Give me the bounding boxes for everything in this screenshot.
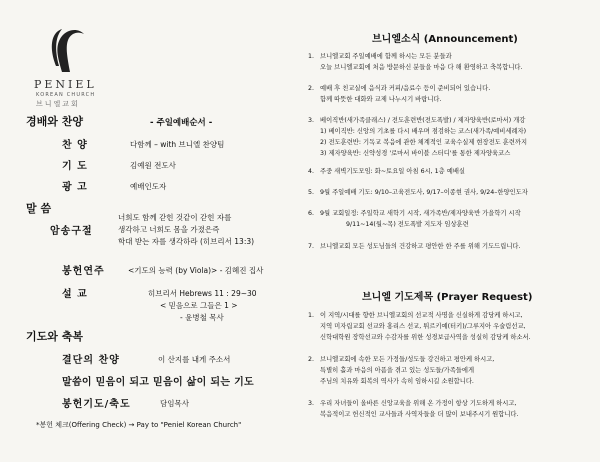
announcement-number: 7. — [308, 243, 315, 250]
announcement-line: 브니엘교회 주일예배에 함께 하시는 모든 분들과 — [320, 53, 452, 60]
row-label-prayer: 기 도 — [62, 161, 88, 172]
row-value-praise: 다함께 – with 브니엘 찬양팀 — [130, 140, 225, 149]
announcement-line: 브니엘교회 모든 성도님들의 건강하고 평안한 한 주를 위해 기도드립니다. — [320, 243, 521, 250]
section-heading-word: 말 씀 — [26, 202, 52, 215]
sermon-scripture: 히브리서 Hebrews 11 : 29~30 — [148, 289, 257, 298]
announcement-line: 9월 주일예배 기도: 9/10–고육전도사, 9/17–이종현 권사, 9/24–한양인도자 — [320, 189, 528, 196]
announcement-number: 1. — [308, 53, 315, 60]
announcement-number: 2. — [308, 85, 315, 92]
sermon-preacher: - 윤병철 목사 — [180, 313, 224, 322]
recitation-line-1: 너희도 함께 갇힌 것같이 갇힌 자를 — [118, 213, 232, 222]
announcements-title: 브니엘소식 (Announcement) — [372, 34, 518, 45]
announcement-number: 6. — [308, 210, 315, 217]
announcement-line: 1) 베이직반: 신앙의 기초를 다시 배우며 점검하는 코스(새가족/예비세례자) — [320, 128, 527, 135]
row-value-announcements: 예배인도자 — [130, 182, 167, 191]
announcement-line: 예배 후 친교실에 음식과 커피/음료수 등이 준비되어 있습니다. — [320, 85, 491, 92]
sermon-label: 설 교 — [62, 289, 88, 300]
sermon-title: < 믿음으로 그들은 1 > — [160, 301, 238, 310]
announcement-line: 3) 제자양육반: 신약성경 '로마서 바이블 스터디'를 통한 제자양육코스 — [320, 150, 511, 157]
prayer-requests-title: 브니엘 기도제목 (Prayer Request) — [362, 292, 533, 303]
prayer-request-line: 특별히 홀과 마음의 아픔을 겪고 있는 성도들/가족들에게 — [320, 367, 475, 374]
recitation-line-3: 학대 받는 자를 생각하라 (히브리서 13:3) — [118, 237, 255, 246]
row-label-praise: 찬 양 — [62, 140, 88, 151]
order-of-service-title: - 주일예배순서 - — [150, 118, 213, 128]
logo-subtitle-ko: 브니엘교회 — [36, 100, 80, 108]
peniel-logo-icon — [32, 22, 88, 74]
offering-check-note: *봉헌 체크(Offering Check) → Pay to "Peniel Korean Church" — [36, 421, 242, 429]
benediction-value: 담임목사 — [160, 399, 189, 408]
prayer-request-number: 2. — [308, 356, 315, 363]
announcement-line: 9/11~14(월~목) 전도폭발 지도자 임상훈련 — [346, 221, 469, 228]
prayer-request-line: 주님의 치유와 회복의 역사가 속히 임하시길 소원합니다. — [320, 378, 474, 385]
announcement-line: 2) 전도훈련반: 기독교 복음에 관한 체계적인 교육수실제 현장전도 훈련까지 — [320, 139, 528, 146]
benediction-label: 봉헌기도/축도 — [62, 399, 131, 410]
response-song-value: 이 산지를 내게 주소서 — [158, 355, 231, 364]
response-song-label: 결단의 찬양 — [62, 355, 120, 366]
offering-song-value: <기도의 능력 (by Viola)> - 김혜진 집사 — [128, 266, 264, 275]
logo-wordmark: PENIEL — [34, 78, 97, 91]
logo-subtitle-en: KOREAN CHURCH — [36, 92, 96, 98]
prayer-request-line: 지역 미자립교회 선교와 홍리스 선교, 튀르키예(터키)/그루지아 우술림선교, — [320, 323, 526, 330]
prayer-request-line: 브니엘교회에 속한 모든 가정들/성도들 강건하고 평안케 하시고, — [320, 356, 495, 363]
announcement-line: 9월 교회일정: 주일학교 새학기 시작, 새가족반/제자양육반 가을학기 시작 — [320, 210, 521, 217]
section-heading-prayer-blessing: 기도와 축복 — [26, 330, 83, 343]
prayer-line: 말씀이 믿음이 되고 믿음이 삶이 되는 기도 — [62, 377, 255, 388]
announcements-column — [300, 0, 600, 462]
prayer-request-line: 복음적이고 헌신적인 교사들과 사역자들을 더 많이 보내주시기 원합니다. — [320, 411, 519, 418]
recitation-label: 암송구절 — [50, 226, 93, 237]
row-value-prayer: 김예원 전도사 — [130, 161, 176, 170]
announcement-number: 3. — [308, 117, 315, 124]
prayer-request-number: 3. — [308, 400, 315, 407]
row-label-announcements: 광 고 — [62, 182, 88, 193]
offering-song-label: 봉헌연주 — [62, 266, 105, 277]
prayer-request-line: 우리 자녀들이 올바른 신앙교육을 위해 온 가정이 항상 기도하게 하시고, — [320, 400, 517, 407]
prayer-request-line: 신학대학원 장학선교와 수감자를 위한 성경보급사역을 성실히 감당케 하소서. — [320, 334, 531, 341]
announcement-line: 주중 새벽기도모임: 화~토요일 아침 6시, 1층 예배실 — [320, 168, 465, 175]
prayer-request-line: 이 지역/시대를 향한 브니엘교회의 선교적 사명을 신실하게 감당케 하시고, — [320, 312, 523, 319]
section-heading-worship: 경배와 찬양 — [26, 115, 83, 128]
announcement-line: 함께 따뜻한 대화와 교제 나누시기 바랍니다. — [320, 96, 442, 103]
announcement-line: 베이직반(새가족클래스) / 전도훈련반(전도폭발) / 제자양육반(로마서) 개강 — [320, 117, 526, 124]
prayer-request-number: 1. — [308, 312, 315, 319]
announcement-number: 4. — [308, 168, 315, 175]
announcement-line: 오늘 브니엘교회에 처음 방문하신 분들을 마음 다 해 환영하고 축복합니다. — [320, 64, 523, 71]
announcement-number: 5. — [308, 189, 315, 196]
recitation-line-2: 생각하고 너희도 몸을 가졌은즉 — [118, 225, 220, 234]
